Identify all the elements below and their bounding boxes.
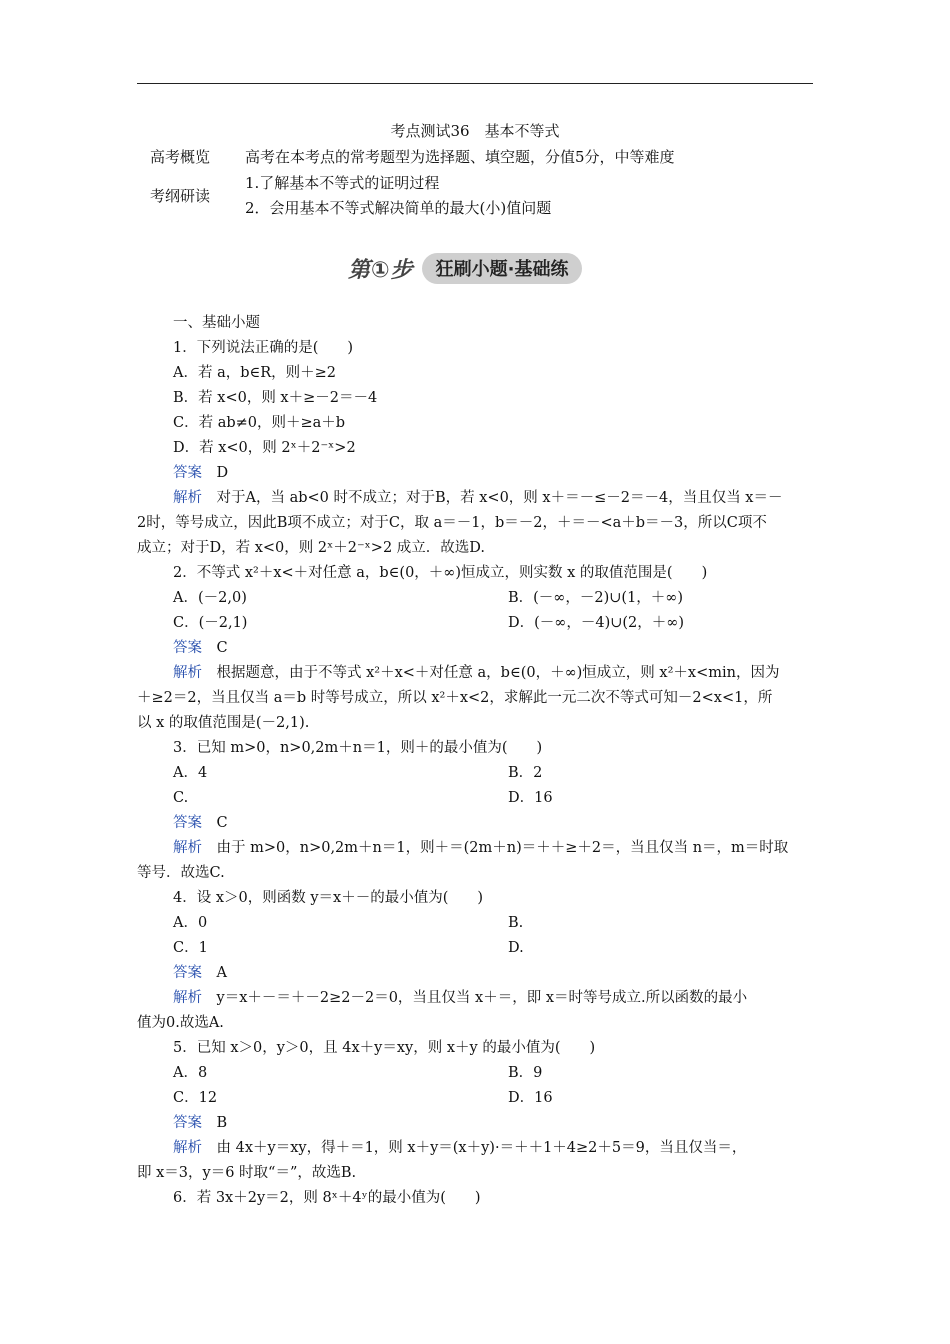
answer-value: B	[216, 1115, 228, 1131]
analysis-text: 等号．故选C.	[137, 865, 225, 881]
option-row	[137, 911, 817, 936]
option: A．8	[173, 1065, 208, 1081]
question-stem: 1．下列说法正确的是( )	[173, 340, 354, 356]
answer-value: C	[216, 640, 228, 656]
question-stem: 4．设 x＞0，则函数 y＝x＋－的最小值为( )	[173, 890, 484, 906]
answer-label: 答案	[173, 465, 202, 481]
answer-value: D	[216, 465, 229, 481]
option: C.	[173, 790, 189, 806]
analysis-text: ＋≥2＝2，当且仅当 a＝b 时等号成立，所以 x²＋x<2，求解此一元二次不等式可知－2<x<1，所	[137, 690, 773, 706]
analysis-line	[137, 986, 817, 1011]
answer-line	[137, 461, 817, 486]
summary-row	[145, 170, 825, 205]
analysis-text: y＝x＋－＝＋－2≥2－2＝0，当且仅当 x＋＝，即 x＝时等号成立.所以函数的最小	[216, 990, 748, 1006]
option: B．9	[508, 1065, 543, 1081]
option: B．(－∞，－2)∪(1，＋∞)	[508, 590, 684, 606]
option-row	[137, 1086, 817, 1111]
question-stem: 3．已知 m>0，n>0,2m＋n＝1，则＋的最小值为( )	[173, 740, 543, 756]
analysis-label: 解析	[173, 990, 202, 1006]
analysis-text: 根据题意，由于不等式 x²＋x<＋对任意 a，b∈(0，＋∞)恒成立，则 x²＋x<min，因为	[216, 665, 780, 681]
answer-label: 答案	[173, 640, 202, 656]
answer-line	[137, 961, 817, 986]
analysis-text: 对于A，当 ab<0 时不成立；对于B，若 x<0，则 x＋＝－≤－2＝－4，当且仅当 x＝－	[216, 490, 783, 506]
option-row	[137, 936, 817, 961]
summary-text: 高考在本考点的常考题型为选择题、填空题，分值5分，中等难度	[245, 148, 675, 166]
option: D．(－∞，－4)∪(2，＋∞)	[508, 615, 685, 631]
answer-line	[137, 811, 817, 836]
analysis-line	[137, 661, 817, 686]
analysis-text: 值为0.故选A.	[137, 1015, 224, 1031]
question-stem: 5．已知 x＞0，y＞0，且 4x＋y＝xy，则 x＋y 的最小值为( )	[173, 1040, 596, 1056]
option: D．16	[508, 1090, 553, 1106]
analysis-text: 即 x＝3，y＝6 时取“＝”，故选B.	[137, 1165, 357, 1181]
analysis-text: 2时，等号成立，因此B项不成立；对于C，取 a＝－1，b＝－2，＋＝－<a＋b＝－3，所以C项不	[137, 515, 767, 531]
analysis-label: 解析	[173, 840, 202, 856]
step-banner	[348, 252, 582, 284]
summary-row	[145, 145, 825, 170]
option: D．16	[508, 790, 553, 806]
page-title: 考点测试36 基本不等式	[390, 122, 560, 140]
summary-text: 2．会用基本不等式解决简单的最大(小)值问题	[245, 199, 552, 217]
option: A．若 a，b∈R，则＋≥2	[173, 365, 337, 381]
analysis-line	[137, 836, 817, 861]
answer-label: 答案	[173, 1115, 202, 1131]
analysis-text: 以 x 的取值范围是(－2,1).	[137, 715, 310, 731]
answer-line	[137, 1111, 817, 1136]
option: C．12	[173, 1090, 218, 1106]
option: B．2	[508, 765, 543, 781]
answer-label: 答案	[173, 815, 202, 831]
answer-label: 答案	[173, 965, 202, 981]
summary-label: 高考概览	[149, 148, 210, 166]
option: B.	[508, 915, 524, 931]
option: D.	[508, 940, 524, 956]
analysis-line	[137, 1136, 817, 1161]
question-list	[137, 311, 817, 1211]
analysis-line	[137, 486, 817, 511]
option: C．若 ab≠0，则＋≥a＋b	[173, 415, 346, 431]
option: A．(－2,0)	[173, 590, 247, 606]
question-stem: 2．不等式 x²＋x<＋对任意 a，b∈(0，＋∞)恒成立，则实数 x 的取值范围是( )	[173, 565, 708, 581]
option-row	[137, 1061, 817, 1086]
analysis-label: 解析	[173, 1140, 202, 1156]
step-label: 第①步	[348, 257, 414, 283]
top-rule	[137, 83, 813, 84]
answer-value: A	[216, 965, 227, 981]
section-heading: 一、基础小题	[173, 315, 260, 331]
option-row	[137, 611, 817, 636]
summary-text: 1.了解基本不等式的证明过程	[245, 174, 440, 192]
option: C．1	[173, 940, 208, 956]
analysis-text: 由 4x＋y＝xy，得＋＝1，则 x＋y＝(x＋y)·＝＋＋1＋4≥2＋5＝9，当且仅当＝，	[216, 1140, 747, 1156]
analysis-label: 解析	[173, 490, 202, 506]
option: C．(－2,1)	[173, 615, 248, 631]
option: B．若 x<0，则 x＋≥－2＝－4	[173, 390, 378, 406]
question-stem: 6．若 3x＋2y＝2，则 8ˣ＋4ʸ的最小值为( )	[173, 1190, 481, 1206]
analysis-label: 解析	[173, 665, 202, 681]
answer-line	[137, 636, 817, 661]
option-row	[137, 761, 817, 786]
option: A．4	[173, 765, 208, 781]
summary-label: 考纲研读	[149, 187, 210, 205]
option-row	[137, 786, 817, 811]
answer-value: C	[216, 815, 228, 831]
analysis-text: 由于 m>0，n>0,2m＋n＝1，则＋＝(2m＋n)＝＋＋≥＋2＝，当且仅当 n＝，m＝时取	[216, 840, 789, 856]
summary-row	[145, 196, 825, 221]
option-row	[137, 586, 817, 611]
option: A．0	[173, 915, 208, 931]
analysis-text: 成立；对于D，若 x<0，则 2ˣ＋2⁻ˣ>2 成立．故选D.	[137, 540, 485, 556]
option: D．若 x<0，则 2ˣ＋2⁻ˣ>2	[173, 440, 356, 456]
summary-table	[145, 145, 825, 221]
step-title: 狂刷小题·基础练	[422, 253, 583, 284]
